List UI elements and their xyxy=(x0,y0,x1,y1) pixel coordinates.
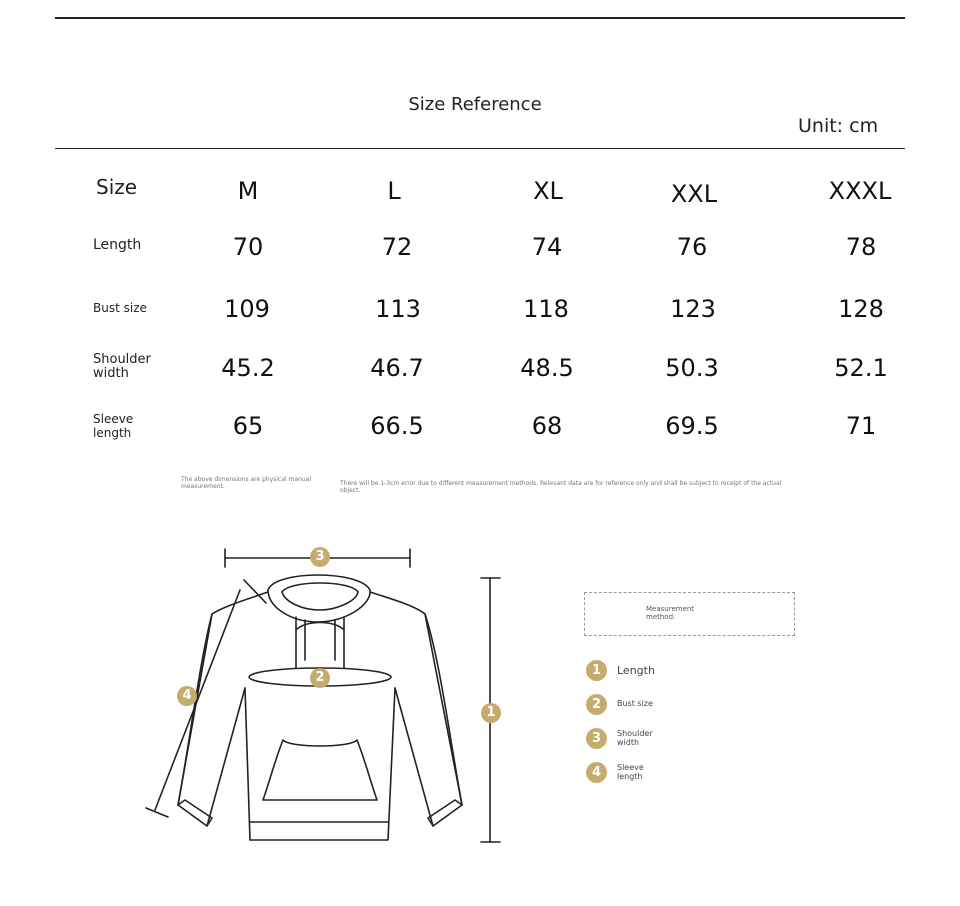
row-label-sleeve: Sleeve length xyxy=(93,412,134,440)
measurement-method-box xyxy=(584,592,795,636)
size-header-m: M xyxy=(237,177,259,205)
size-header-label: Size xyxy=(96,175,138,199)
size-header-xl: XL xyxy=(533,177,563,205)
legend-badge: 4 xyxy=(586,762,607,783)
note-text-2: There will be 1-3cm error due to different measurement methods. Relevant data are for reference only and shall be subject to receipt of the actual object. xyxy=(340,480,782,494)
table-cell: 50.3 xyxy=(665,354,719,382)
unit-label: Unit: cm xyxy=(798,115,879,137)
table-cell: 65 xyxy=(232,412,264,440)
table-cell: 113 xyxy=(375,295,421,323)
badge-sleeve: 4 xyxy=(177,686,197,706)
table-cell: 128 xyxy=(838,295,884,323)
table-cell: 76 xyxy=(676,233,708,261)
table-cell: 78 xyxy=(845,233,877,261)
table-cell: 52.1 xyxy=(834,354,888,382)
page-title: Size Reference xyxy=(408,94,542,115)
legend-label: Length xyxy=(617,664,655,677)
row-label-shoulder: Shoulder width xyxy=(93,352,151,381)
legend-label: Bust size xyxy=(617,699,653,708)
badge-shoulder: 3 xyxy=(310,547,330,567)
table-cell: 45.2 xyxy=(221,354,275,382)
table-cell: 123 xyxy=(670,295,716,323)
table-cell: 72 xyxy=(381,233,413,261)
legend-badge: 1 xyxy=(586,660,607,681)
measurement-method-label: Measurement method: xyxy=(646,605,695,621)
legend-badge: 3 xyxy=(586,728,607,749)
table-cell: 71 xyxy=(845,412,877,440)
legend-badge: 2 xyxy=(586,694,607,715)
table-cell: 66.5 xyxy=(370,412,424,440)
badge-bust: 2 xyxy=(310,668,330,688)
table-cell: 48.5 xyxy=(520,354,574,382)
badge-length: 1 xyxy=(481,703,501,723)
legend-label: Sleeve length xyxy=(617,763,644,781)
size-header-l: L xyxy=(387,177,401,205)
table-cell: 70 xyxy=(232,233,264,261)
row-label-bust: Bust size xyxy=(93,301,147,315)
size-header-xxxl: XXXL xyxy=(828,177,892,205)
row-label-length: Length xyxy=(93,237,142,253)
table-cell: 118 xyxy=(523,295,569,323)
table-cell: 74 xyxy=(531,233,563,261)
table-cell: 69.5 xyxy=(665,412,719,440)
legend-label: Shoulder width xyxy=(617,729,653,747)
table-cell: 68 xyxy=(531,412,563,440)
note-text-1: The above dimensions are physical manual measurement. xyxy=(181,476,312,490)
size-header-xxl: XXL xyxy=(670,180,718,208)
table-cell: 46.7 xyxy=(370,354,424,382)
table-cell: 109 xyxy=(224,295,270,323)
